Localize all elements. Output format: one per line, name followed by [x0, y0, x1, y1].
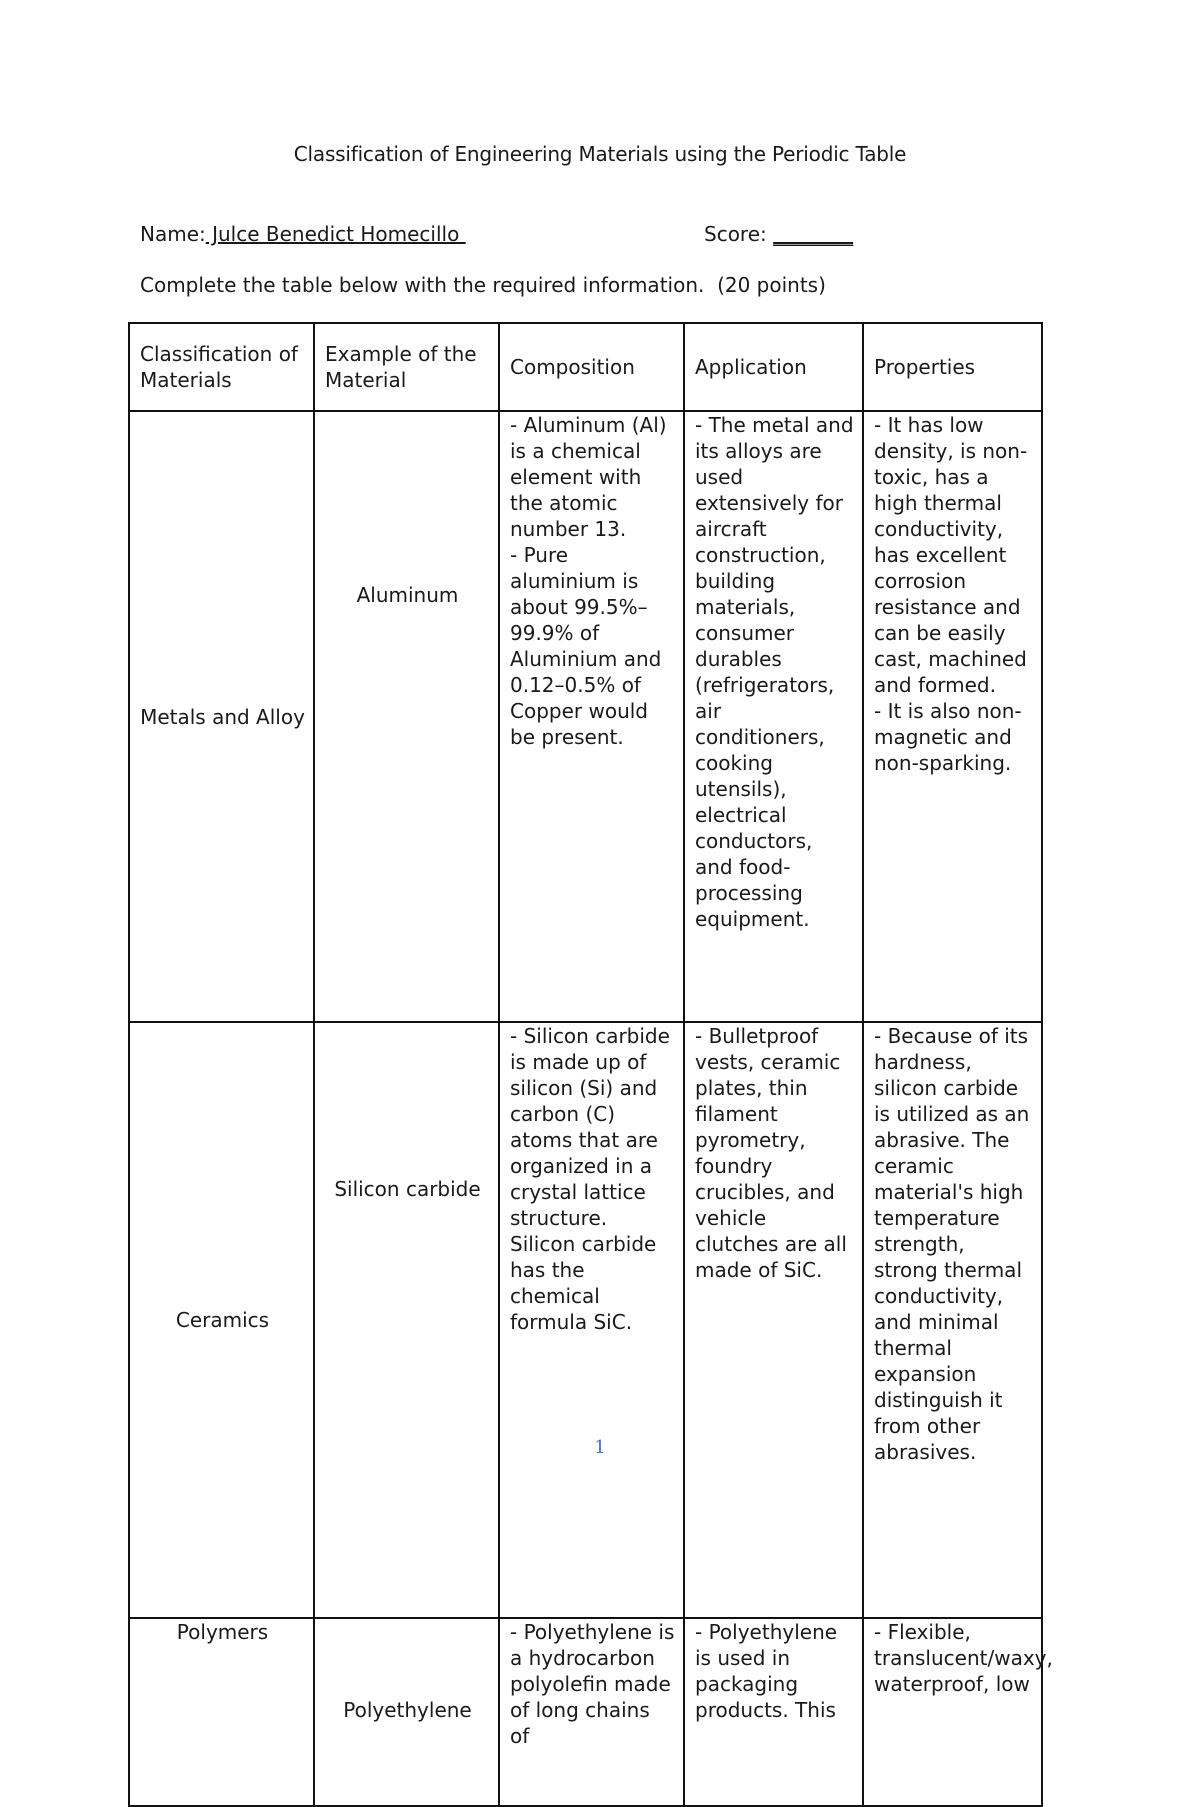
table-row — [129, 1022, 1042, 1618]
header-composition: Composition — [499, 323, 684, 411]
cell-application: - The metal and its alloys are used extensively for aircraft construction, building materials, consumer durables (refrigerators, air conditioners, cooking utensils), electrical conductors, and food-processing equipment. — [684, 411, 863, 1022]
cell-composition: - Silicon carbide is made up of silicon (Si) and carbon (C) atoms that are organized in a crystal lattice structure. Silicon carbide has the chemical formula SiC. — [499, 1022, 684, 1618]
name-line — [140, 222, 466, 246]
table-row — [129, 1618, 1042, 1806]
cell-properties: - Flexible, translucent/waxy, waterproof, low — [863, 1618, 1042, 1806]
name-label: Name: — [140, 222, 206, 246]
header-example: Example of the Material — [314, 323, 499, 411]
page-title: Classification of Engineering Materials using the Periodic Table — [293, 142, 907, 166]
header-properties: Properties — [863, 323, 1042, 411]
table-row — [129, 411, 1042, 1022]
cell-classification: Ceramics — [129, 1022, 314, 1618]
score-blank: ________ — [773, 222, 854, 246]
cell-composition: - Polyethylene is a hydrocarbon polyolefin made of long chains of — [499, 1618, 684, 1806]
cell-example: Aluminum — [314, 411, 499, 1022]
score-line — [704, 222, 853, 246]
header-classification: Classification of Materials — [129, 323, 314, 411]
score-label: Score: — [704, 222, 774, 246]
materials-table — [128, 322, 1053, 1807]
header-application: Application — [684, 323, 863, 411]
cell-properties: - Because of its hardness, silicon carbide is utilized as an abrasive. The ceramic material's high temperature strength, strong thermal conductivity, and minimal thermal expansion distinguish it from other abrasives. — [863, 1022, 1042, 1618]
page-number: 1 — [594, 1437, 606, 1458]
cell-properties: - It has low density, is non-toxic, has a high thermal conductivity, has excellent corrosion resistance and can be easily cast, machined and formed. - It is also non-magnetic and non-sparking. — [863, 411, 1042, 1022]
cell-example: Silicon carbide — [314, 1022, 499, 1618]
cell-application: - Bulletproof vests, ceramic plates, thin filament pyrometry, foundry crucibles, and vehicle clutches are all made of SiC. — [684, 1022, 863, 1618]
cell-classification: Metals and Alloy — [129, 411, 314, 1022]
cell-classification: Polymers — [129, 1618, 314, 1806]
cell-example: Polyethylene — [314, 1618, 499, 1806]
instructions: Complete the table below with the required information. (20 points) — [140, 273, 826, 297]
name-value: Julce Benedict Homecillo — [205, 222, 466, 246]
table-header-row — [129, 323, 1042, 411]
cell-composition: - Aluminum (Al) is a chemical element with the atomic number 13. - Pure aluminium is about 99.5%–99.9% of Aluminium and 0.12–0.5% of Copper would be present. — [499, 411, 684, 1022]
cell-application: - Polyethylene is used in packaging products. This — [684, 1618, 863, 1806]
